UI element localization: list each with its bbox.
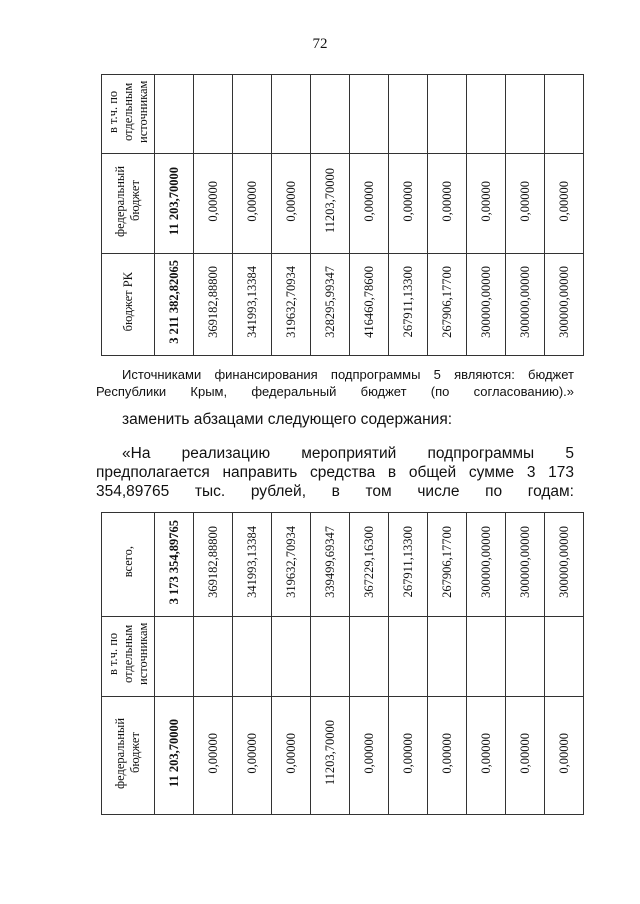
cell-value: 0,00000 [284, 180, 298, 222]
cell-value: 0,00000 [557, 732, 571, 774]
table-cell [506, 154, 545, 254]
cell-value: 0,00000 [557, 180, 571, 222]
cell-value: 267911,13300 [401, 266, 415, 338]
table-cell [467, 697, 506, 815]
header-separate-sources: в т.ч. по отдельным источникам [105, 622, 150, 686]
cell-value: 0,00000 [206, 732, 220, 774]
table-cell [350, 154, 389, 254]
cell-value: 0,00000 [479, 180, 493, 222]
table-cell [467, 617, 506, 697]
cell-value: 0,00000 [284, 732, 298, 774]
cell-value: 0,00000 [245, 732, 259, 774]
cell-value: 11203,70000 [323, 168, 337, 234]
table-cell [545, 513, 584, 617]
table-cell [428, 154, 467, 254]
table-cell [155, 697, 194, 815]
header-cell [102, 697, 155, 815]
table-cell [467, 513, 506, 617]
table-cell [233, 154, 272, 254]
table-cell [272, 254, 311, 356]
table-cell [194, 513, 233, 617]
cell-value: 300000,00000 [557, 526, 571, 598]
cell-value: 300000,00000 [479, 266, 493, 338]
table-cell [155, 513, 194, 617]
table-cell [155, 154, 194, 254]
table-cell [194, 254, 233, 356]
table-cell [467, 254, 506, 356]
cell-value: 267906,17700 [440, 526, 454, 598]
table-cell [545, 254, 584, 356]
table-cell [389, 617, 428, 697]
table-cell [194, 617, 233, 697]
funding-table-new [101, 512, 584, 815]
table-cell [545, 697, 584, 815]
table-row-federal [102, 154, 584, 254]
cell-value: 367229,16300 [362, 526, 376, 598]
cell-value: 319632,70934 [284, 526, 298, 598]
cell-value: 0,00000 [362, 180, 376, 222]
table-cell [428, 697, 467, 815]
table-row-separate-sources [102, 75, 584, 154]
cell-value: 11 203,70000 [167, 718, 181, 788]
table-cell [506, 254, 545, 356]
table-cell [545, 154, 584, 254]
header-cell [102, 154, 155, 254]
table-cell [545, 617, 584, 697]
paragraph-replace: заменить абзацами следующего содержания: [122, 411, 453, 428]
header-cell [102, 254, 155, 356]
header-cell [102, 617, 155, 697]
table-cell [428, 513, 467, 617]
cell-value: 339499,69347 [323, 526, 337, 598]
table-cell [272, 75, 311, 154]
table-cell [350, 697, 389, 815]
cell-value: 300000,00000 [479, 526, 493, 598]
cell-value: 0,00000 [518, 180, 532, 222]
table-cell [389, 154, 428, 254]
table-cell [311, 154, 350, 254]
table-cell [506, 697, 545, 815]
table-cell [428, 617, 467, 697]
table-cell [194, 697, 233, 815]
table-cell [311, 697, 350, 815]
table-cell [389, 254, 428, 356]
table-cell [389, 75, 428, 154]
table-cell [389, 513, 428, 617]
funding-table-old [101, 74, 584, 356]
table-row-total [102, 513, 584, 617]
header-federal-budget: федеральный бюджет [113, 717, 142, 789]
table-cell [350, 513, 389, 617]
cell-value: 0,00000 [362, 732, 376, 774]
cell-value: 300000,00000 [518, 266, 532, 338]
cell-value: 0,00000 [245, 180, 259, 222]
table-cell [155, 617, 194, 697]
paragraph-funding-sources: Источниками финансирования подпрограммы 5 являются: бюджет Республики Крым, федеральный бюджет (по согласованию).» [96, 367, 574, 399]
table-cell [311, 513, 350, 617]
cell-value: 0,00000 [440, 180, 454, 222]
header-federal-budget: федеральный бюджет [113, 165, 142, 237]
table-cell [155, 254, 194, 356]
table-cell [350, 75, 389, 154]
cell-value: 0,00000 [479, 732, 493, 774]
cell-value: 11203,70000 [323, 720, 337, 786]
cell-value: 0,00000 [401, 732, 415, 774]
table-cell [194, 154, 233, 254]
cell-value: 341993,13384 [245, 526, 259, 598]
cell-value: 3 211 382,82065 [167, 260, 181, 344]
table-cell [194, 75, 233, 154]
table-row-separate-sources [102, 617, 584, 697]
header-budget-rk: бюджет РК [121, 272, 135, 332]
header-separate-sources: в т.ч. по отдельным источникам [105, 80, 150, 143]
cell-value: 0,00000 [518, 732, 532, 774]
cell-value: 0,00000 [401, 180, 415, 222]
cell-value: 319632,70934 [284, 266, 298, 338]
table-cell [506, 513, 545, 617]
table-cell [272, 154, 311, 254]
table-cell [233, 697, 272, 815]
table-cell [311, 254, 350, 356]
page-number: 72 [312, 36, 328, 52]
table-cell [233, 254, 272, 356]
cell-value: 0,00000 [206, 180, 220, 222]
table-cell [467, 154, 506, 254]
cell-value: 341993,13384 [245, 266, 259, 338]
table-cell [233, 75, 272, 154]
cell-value: 3 173 354,89765 [167, 519, 181, 605]
table-cell [428, 254, 467, 356]
table-cell [272, 617, 311, 697]
header-cell [102, 513, 155, 617]
table-cell [350, 254, 389, 356]
table-cell [233, 513, 272, 617]
table-cell [506, 75, 545, 154]
cell-value: 267911,13300 [401, 526, 415, 598]
header-cell [102, 75, 155, 154]
table-cell [350, 617, 389, 697]
table-cell [311, 617, 350, 697]
table-row-federal [102, 697, 584, 815]
table-cell [155, 75, 194, 154]
cell-value: 328295,99347 [323, 266, 337, 338]
cell-value: 11 203,70000 [167, 166, 181, 236]
cell-value: 0,00000 [440, 732, 454, 774]
cell-value: 416460,78600 [362, 266, 376, 338]
table-cell [311, 75, 350, 154]
cell-value: 300000,00000 [518, 526, 532, 598]
table-cell [272, 697, 311, 815]
table-cell [545, 75, 584, 154]
table-cell [389, 697, 428, 815]
table-cell [428, 75, 467, 154]
cell-value: 369182,88800 [206, 526, 220, 598]
cell-value: 369182,88800 [206, 266, 220, 338]
header-total: всего, [121, 546, 135, 578]
table-cell [233, 617, 272, 697]
table-cell [506, 617, 545, 697]
table-cell [272, 513, 311, 617]
cell-value: 300000,00000 [557, 266, 571, 338]
paragraph-funding-quote: «На реализацию мероприятий подпрограммы 5 предполагается направить средства в общей сумме 3 173 354,89765 тыс. рублей, в том числе по годам: [96, 445, 574, 500]
cell-value: 267906,17700 [440, 266, 454, 338]
table-row-budget-rk [102, 254, 584, 356]
table-cell [467, 75, 506, 154]
